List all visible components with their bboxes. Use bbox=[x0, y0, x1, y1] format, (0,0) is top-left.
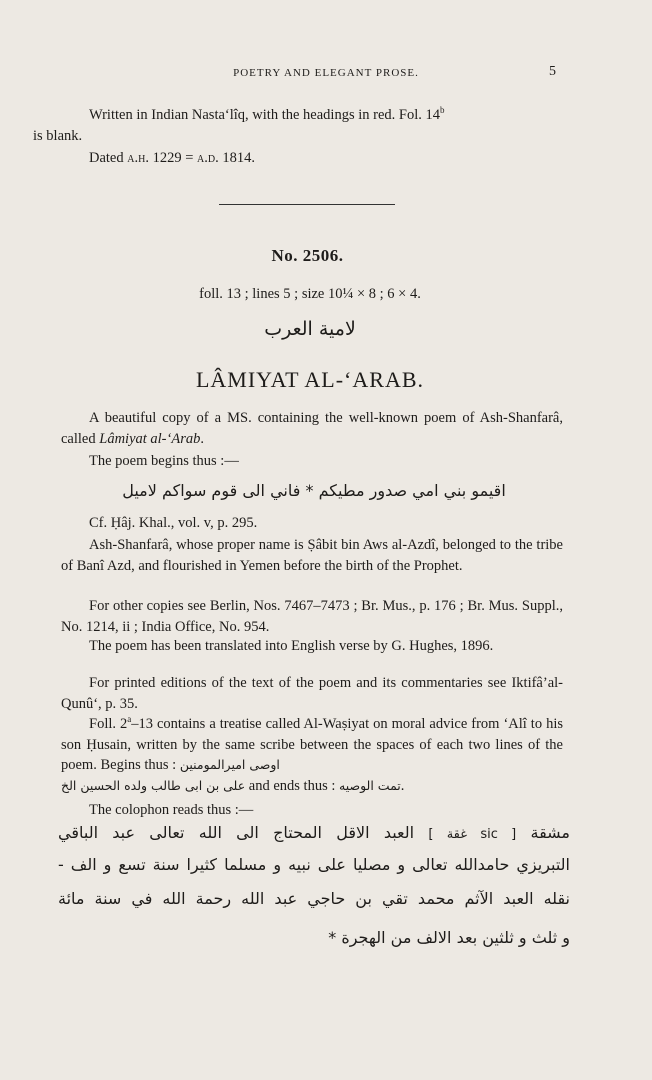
colophon-line-1 bbox=[58, 818, 570, 850]
author-name: Ash-Shanfarâ bbox=[479, 410, 560, 426]
colophon-text: العبد الاقل المحتاج الى الله تعالى عبد الباقي bbox=[58, 823, 415, 842]
poem-begins-label: The poem begins thus :— bbox=[89, 453, 239, 469]
colophon-line-3: نقله العبد الآثم محمد تقي بن حاجي عبد الله رحمة الله في سنة مائة bbox=[58, 889, 570, 908]
intro-text: A beautiful copy of a MS. containing the well-known poem of bbox=[89, 410, 480, 426]
folio-superscript: b bbox=[439, 105, 445, 116]
colophon-label: The colophon reads thus :— bbox=[89, 802, 254, 818]
folio-superscript: a bbox=[127, 714, 132, 725]
prev-entry-line2: is blank. bbox=[33, 127, 83, 144]
dated-suffix: 1814. bbox=[218, 150, 255, 166]
work-title: LÂMIYAT AL-‘ARAB. bbox=[195, 367, 425, 392]
intro-text: , called bbox=[61, 410, 563, 447]
work-name: Lâmiyat al-‘Arab bbox=[99, 430, 201, 447]
prev-entry-note bbox=[33, 105, 563, 146]
era-ad: a.d. bbox=[197, 150, 219, 166]
ends-label: and ends thus : bbox=[245, 778, 339, 794]
treatise-begins-arabic-cont: علی بن ابی طالب ولده الحسین الخ bbox=[61, 778, 246, 793]
dated-prefix: Dated bbox=[89, 150, 128, 166]
printed-editions-paragraph: For printed editions of the text of the poem and its commentaries see Iktifâ’al-Qunû‘, p. 35. bbox=[61, 675, 563, 712]
intro-text: . bbox=[200, 430, 204, 447]
treatise-ends-arabic: تمت الوصیه bbox=[339, 778, 401, 793]
running-title: POETRY AND ELEGANT PROSE. bbox=[233, 67, 419, 79]
dated-mid: 1229 = bbox=[148, 150, 198, 166]
poem-opening-arabic: اقيمو بني امي صدور مطيكم * فاني الى قوم سواكم لاميل bbox=[122, 481, 506, 500]
page-number: 5 bbox=[549, 64, 556, 79]
biography-paragraph: Ash-Shanfarâ, whose proper name is Ṣâbit bin Aws al-Azdî, belonged to the tribe of Banî Azd, and flourished in Yemen before the birth of the Prophet. bbox=[61, 537, 563, 574]
intro-paragraph bbox=[61, 408, 563, 449]
arabic-title: لامية العرب bbox=[264, 318, 356, 340]
colophon-line-4: و ثلث و ثلثين بعد الالف من الهجرة * bbox=[328, 928, 570, 947]
entry-number: No. 2506. bbox=[271, 246, 344, 265]
colophon-text: مشقة bbox=[530, 823, 570, 842]
foll-text: Foll. 2 bbox=[89, 716, 128, 732]
prev-entry-line1: Written in Indian Nasta‘lîq, with the headings in red. Fol. 14 bbox=[89, 107, 440, 123]
colophon-line-2: التبريزي حامدالله تعالى و مصليا على نبيه و مسلما كثيرا سنة تسع و الف - bbox=[58, 855, 570, 874]
foll-paragraph bbox=[61, 714, 563, 776]
cf-reference: Cf. Ḥâj. Khal., vol. v, p. 295. bbox=[89, 515, 258, 531]
section-divider bbox=[219, 204, 395, 205]
prev-entry-dated bbox=[61, 148, 563, 169]
ends-period: . bbox=[400, 778, 405, 794]
foll-text: –13 contains a treatise called Al-Waṣiyat on moral advice from ‘Alî to his son Ḥusain, written by the same scribe between the spaces of each two lines of the poem. Begins thus : bbox=[61, 716, 563, 773]
physical-description: foll. 13 ; lines 5 ; size 10¼ × 8 ; 6 × 4. bbox=[199, 286, 421, 302]
other-copies-paragraph: For other copies see Berlin, Nos. 7467–7473 ; Br. Mus., p. 176 ; Br. Mus. Suppl., No. 1214, ii ; India Office, No. 954. bbox=[61, 598, 563, 635]
treatise-begins-arabic: اوصی امیرالمومنین bbox=[179, 757, 280, 772]
translation-paragraph: The poem has been translated into English verse by G. Hughes, 1896. bbox=[89, 638, 494, 654]
foll-arabic-line bbox=[61, 776, 563, 796]
sic-note: [ sic غقة ] bbox=[428, 827, 517, 842]
era-ah: a.h. bbox=[127, 150, 149, 166]
